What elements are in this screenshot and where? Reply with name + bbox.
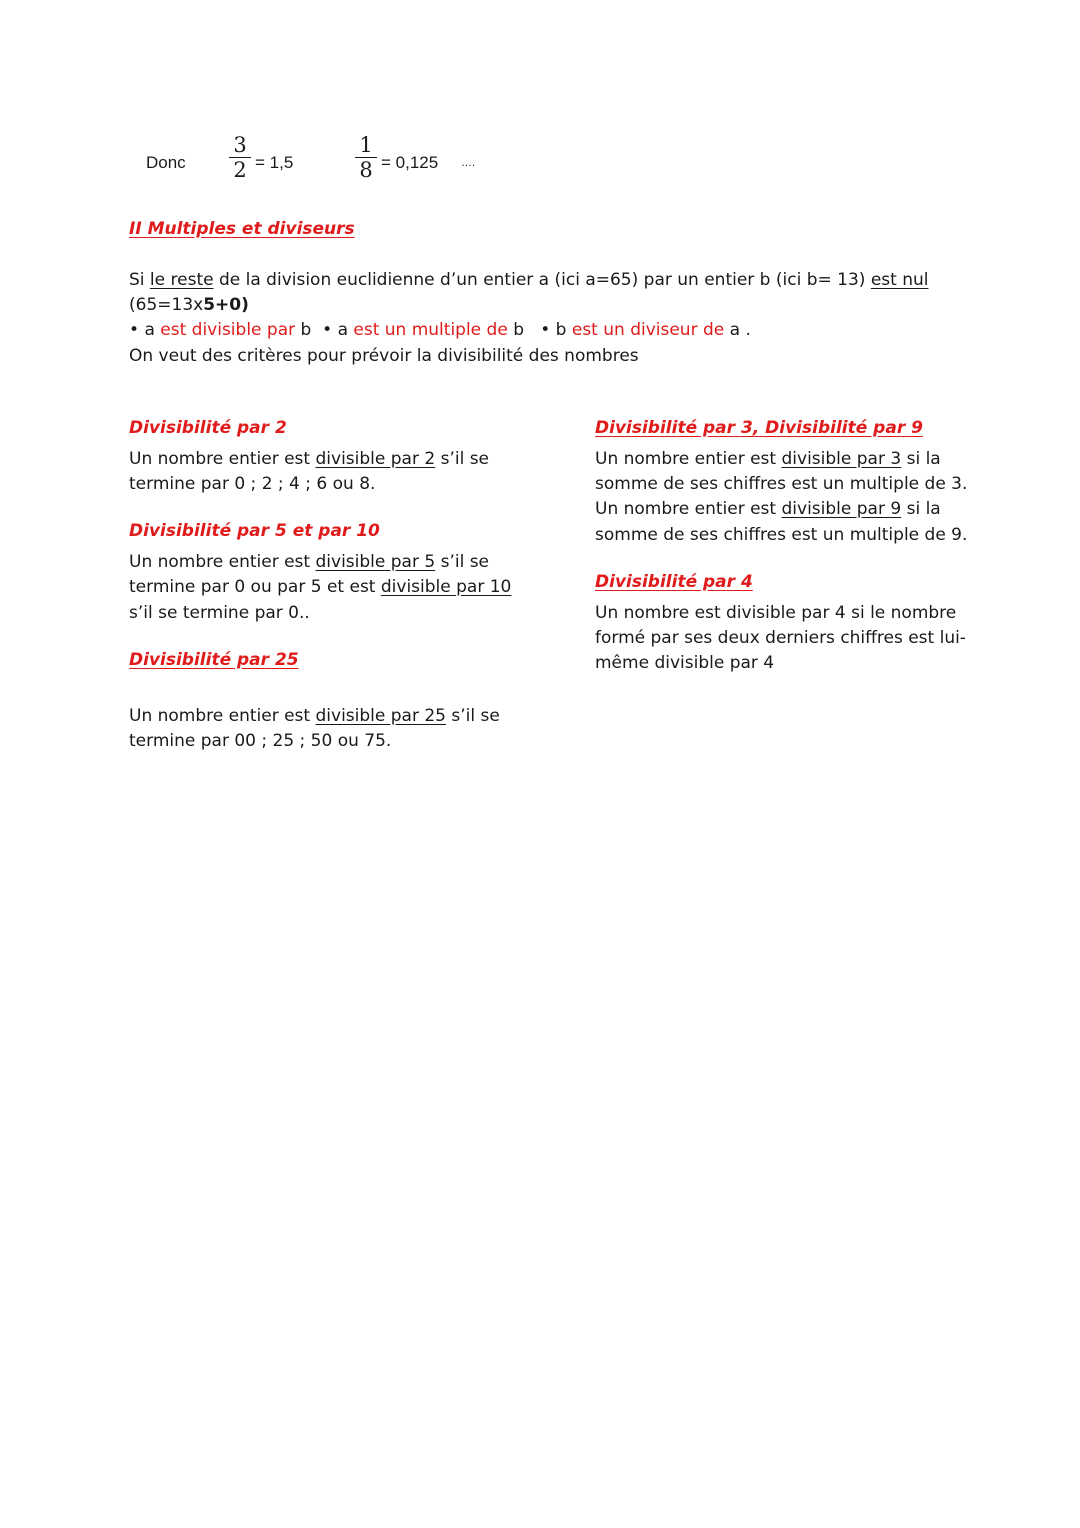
bold-text: 5+0) (203, 295, 249, 315)
text: s’il se (435, 552, 490, 572)
div4-line-3: même divisible par 4 (595, 653, 775, 673)
div25-title: Divisibilité par 25 (129, 650, 299, 670)
text: de la division euclidienne d’un entier a (ici a=65) par un entier b (ici b= 13) (213, 270, 871, 290)
div5-line-3: s’il se termine par 0.. (129, 603, 310, 623)
section-line-4: On veut des critères pour prévoir la divisibilité des nombres (129, 346, 639, 366)
underlined: divisible par 5 (315, 552, 436, 572)
section-line-bullets (129, 318, 751, 343)
var-a: a (337, 320, 348, 340)
div39-line-4: somme de ses chiffres est un multiple de 9. (595, 525, 968, 545)
fraction-numerator: 3 (233, 133, 247, 157)
text: Un nombre entier est (595, 449, 782, 469)
text: . (740, 320, 751, 340)
div5-title: Divisibilité par 5 et par 10 (129, 521, 380, 541)
var-b: b (555, 320, 567, 340)
var-b: b (300, 320, 312, 340)
text: s’il se (435, 449, 490, 469)
underlined: divisible par 2 (315, 449, 436, 469)
div5-line-1 (129, 550, 489, 575)
underlined-nul: est nul (870, 270, 929, 290)
fraction-1-result: = 1,5 (255, 153, 294, 172)
bullet: • (129, 320, 140, 340)
text: si la (901, 499, 941, 519)
text: si la (901, 449, 941, 469)
underlined: divisible par 9 (781, 499, 902, 519)
text: s’il se (446, 706, 500, 726)
div4-line-2: formé par ses deux derniers chiffres est lui- (595, 628, 966, 648)
fraction-denominator: 2 (233, 158, 247, 182)
red-text: est un multiple de (347, 320, 514, 340)
underlined: divisible par 25 (315, 706, 446, 726)
fraction-denominator: 8 (359, 158, 373, 182)
underlined-reste: le reste (149, 270, 214, 290)
bullet: • (322, 320, 333, 340)
bullet: • (540, 320, 551, 340)
div39-title: Divisibilité par 3, Divisibilité par 9 (595, 418, 923, 438)
section-line-2 (129, 293, 249, 318)
text: (65=13x (129, 295, 204, 315)
fraction-numerator: 1 (359, 133, 373, 157)
text: Un nombre entier est (129, 706, 316, 726)
div25-line-1 (129, 704, 500, 729)
red-text: est divisible par (154, 320, 301, 340)
div39-line-3 (595, 497, 941, 522)
div39-line-1 (595, 447, 941, 472)
text: Un nombre entier est (595, 499, 782, 519)
var-a: a (144, 320, 155, 340)
text: termine par 0 ou par 5 et est (129, 577, 381, 597)
fraction-3-2 (229, 134, 251, 181)
section-title: II Multiples et diviseurs (129, 219, 355, 239)
donc-label: Donc (146, 153, 186, 172)
div2-line-2: termine par 0 ; 2 ; 4 ; 6 ou 8. (129, 474, 376, 494)
var-a: a (729, 320, 741, 340)
underlined: divisible par 3 (781, 449, 902, 469)
div2-line-1 (129, 447, 489, 472)
text: Un nombre entier est (129, 449, 316, 469)
text: Si (129, 270, 150, 290)
div25-line-2: termine par 00 ; 25 ; 50 ou 75. (129, 731, 392, 751)
div4-line-1: Un nombre est divisible par 4 si le nombre (595, 603, 957, 623)
red-text: est un diviseur de (566, 320, 730, 340)
div2-title: Divisibilité par 2 (129, 418, 287, 438)
var-b: b (513, 320, 524, 340)
ellipsis: …. (461, 157, 476, 169)
section-line-1 (129, 268, 928, 293)
div39-line-2: somme de ses chiffres est un multiple de 3. (595, 474, 968, 494)
div5-line-2 (129, 575, 511, 600)
div4-title: Divisibilité par 4 (595, 572, 753, 592)
underlined: divisible par 10 (380, 577, 512, 597)
fraction-2-result: = 0,125 (381, 153, 439, 172)
text: Un nombre entier est (129, 552, 316, 572)
fraction-1-8 (355, 134, 377, 181)
